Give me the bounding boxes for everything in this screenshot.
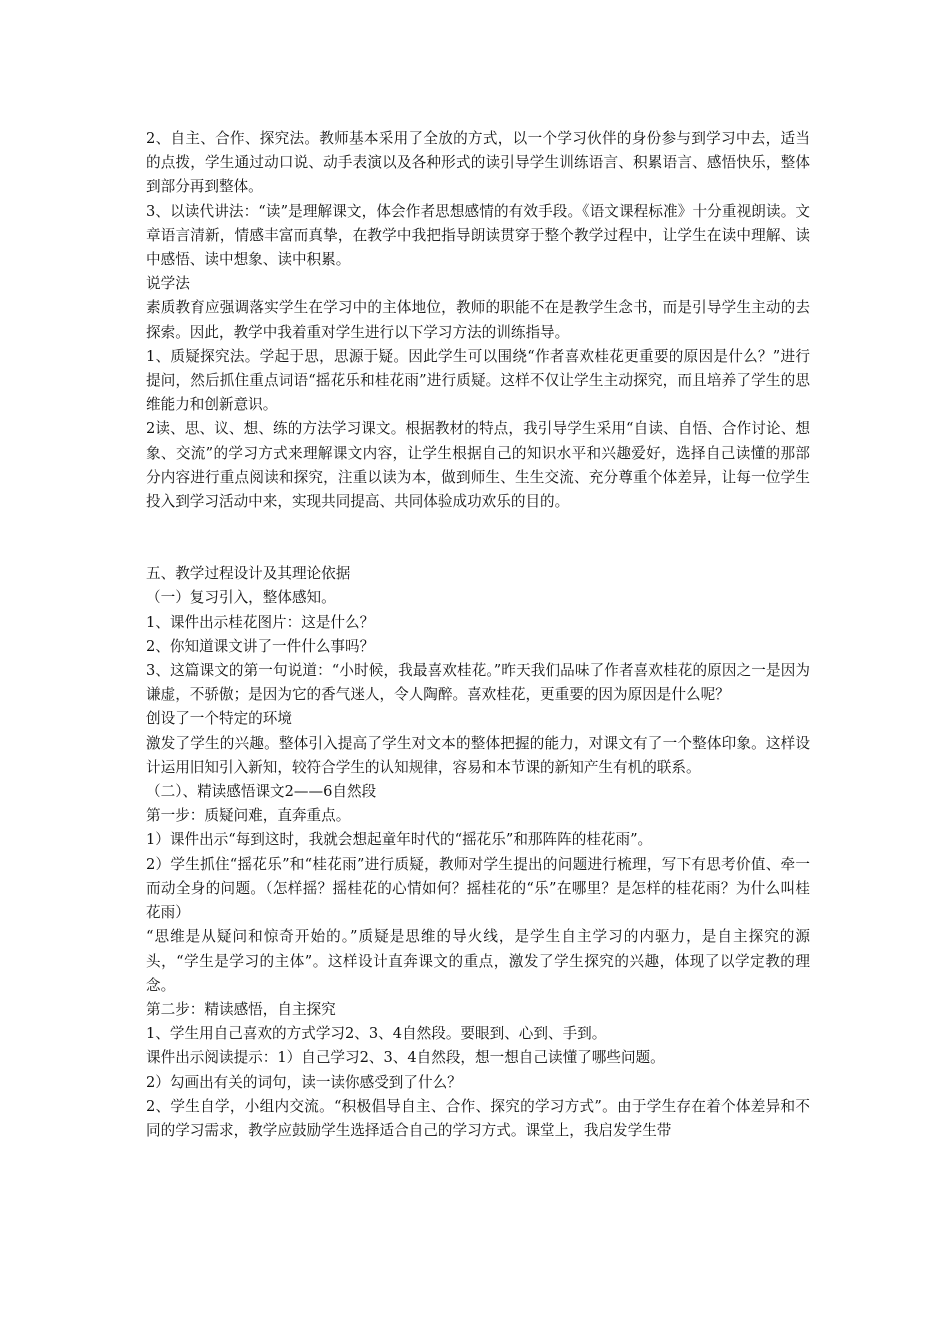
document-body: [146, 127, 810, 1143]
step-1-item-c: “思维是从疑问和惊奇开始的。”质疑是思维的导火线，是学生自主学习的内驱力，是自主探究的源头，“学生是学习的主体”。这样设计直奔课文的重点，激发了学生探究的兴趣，体现了以学定教的理念。: [146, 928, 810, 994]
subheading-review: （一）复习引入，整体感知。: [146, 589, 336, 607]
step-1-item-b: 2）学生抓住“摇花乐”和“桂花雨”进行质疑，教师对学生提出的问题进行梳理，写下有思考价值、牵一而动全身的问题。（怎样摇？摇桂花的心情如何？摇桂花的“乐”在哪里？是怎样的桂花雨？为什么叫桂花雨）: [146, 855, 810, 922]
step-2-item-b: 课件出示阅读提示：1）自己学习2、3、4自然段，想一想自己读懂了哪些问题。: [146, 1049, 665, 1067]
list-item-question-2: 2、你知道课文讲了一件什么事吗？: [146, 637, 375, 655]
paragraph-learning-1: 1、质疑探究法。学起于思，思源于疑。因此学生可以围绕“作者喜欢桂花更重要的原因是什么？”进行提问，然后抓住重点词语“摇花乐和桂花雨”进行质疑。这样不仅让学生主动探究，而且培养了学生的思维能力和创新意识。: [146, 347, 810, 414]
paragraph-learning-intro: 素质教育应强调落实学生在学习中的主体地位，教师的职能不在是教学生念书，而是引导学生主动的去探索。因此，教学中我着重对学生进行以下学习方法的训练指导。: [146, 299, 810, 341]
note-environment: 创设了一个特定的环境: [146, 710, 292, 728]
paragraph-method-3: 3、以读代讲法：“读”是理解课文，体会作者思想感情的有效手段。《语文课程标准》十分重视朗读。文章语言清新，情感丰富而真挚，在教学中我把指导朗读贯穿于整个教学过程中，让学生在读中理解、读中感悟、读中想象、读中积累。: [146, 202, 810, 269]
note-interest: 激发了学生的兴趣。整体引入提高了学生对文本的整体把握的能力，对课文有了一个整体印象。这样设计运用旧知引入新知，较符合学生的认知规律，容易和本节课的新知产生有机的联系。: [146, 734, 810, 776]
step-1-heading: 第一步：质疑问难，直奔重点。: [146, 807, 351, 825]
step-2-heading: 第二步：精读感悟，自主探究: [146, 1000, 336, 1018]
section-heading-process: 五、教学过程设计及其理论依据: [146, 565, 351, 583]
paragraph-learning-2: 2读、思、议、想、练的方法学习课文。根据教材的特点，我引导学生采用“自读、自悟、合作讨论、想象、交流”的学习方式来理解课文内容，让学生根据自己的知识水平和兴趣爱好，选择自己读懂的那部分内容进行重点阅读和探究，注重以读为本，做到师生、生生交流、充分尊重个体差异，让每一位学生投入到学习活动中来，实现共同提高、共同体验成功欢乐的目的。: [146, 420, 810, 511]
step-2-item-a: 1、学生用自己喜欢的方式学习2、3、4自然段。要眼到、心到、手到。: [146, 1025, 607, 1043]
step-1-item-a: 1）课件出示“每到这时，我就会想起童年时代的“摇花乐”和那阵阵的桂花雨”。: [146, 831, 653, 849]
heading-learning-methods: 说学法: [146, 275, 190, 293]
step-2-item-d: 2、学生自学，小组内交流。“积极倡导自主、合作、探究的学习方式”。由于学生存在着个体差异和不同的学习需求，教学应鼓励学生选择适合自己的学习方式。课堂上，我启发学生带: [146, 1097, 810, 1139]
list-item-question-1: 1、课件出示桂花图片：这是什么？: [146, 613, 375, 631]
step-2-item-c: 2）勾画出有关的词句，读一读你感受到了什么？: [146, 1073, 462, 1091]
paragraph-method-2: 2、自主、合作、探究法。教师基本采用了全放的方式，以一个学习伙伴的身份参与到学习中去，适当的点拨，学生通过动口说、动手表演以及各种形式的读引导学生训练语言、积累语言、感悟快乐，整体到部分再到整体。: [146, 130, 810, 196]
list-item-question-3: 3、这篇课文的第一句说道：“小时候，我最喜欢桂花。”昨天我们品味了作者喜欢桂花的原因之一是因为谦虚，不骄傲；是因为它的香气迷人，令人陶醉。喜欢桂花，更重要的因为原因是什么呢？: [146, 662, 810, 704]
subheading-close-reading: （二）、精读感悟课文2——6自然段: [146, 783, 377, 801]
